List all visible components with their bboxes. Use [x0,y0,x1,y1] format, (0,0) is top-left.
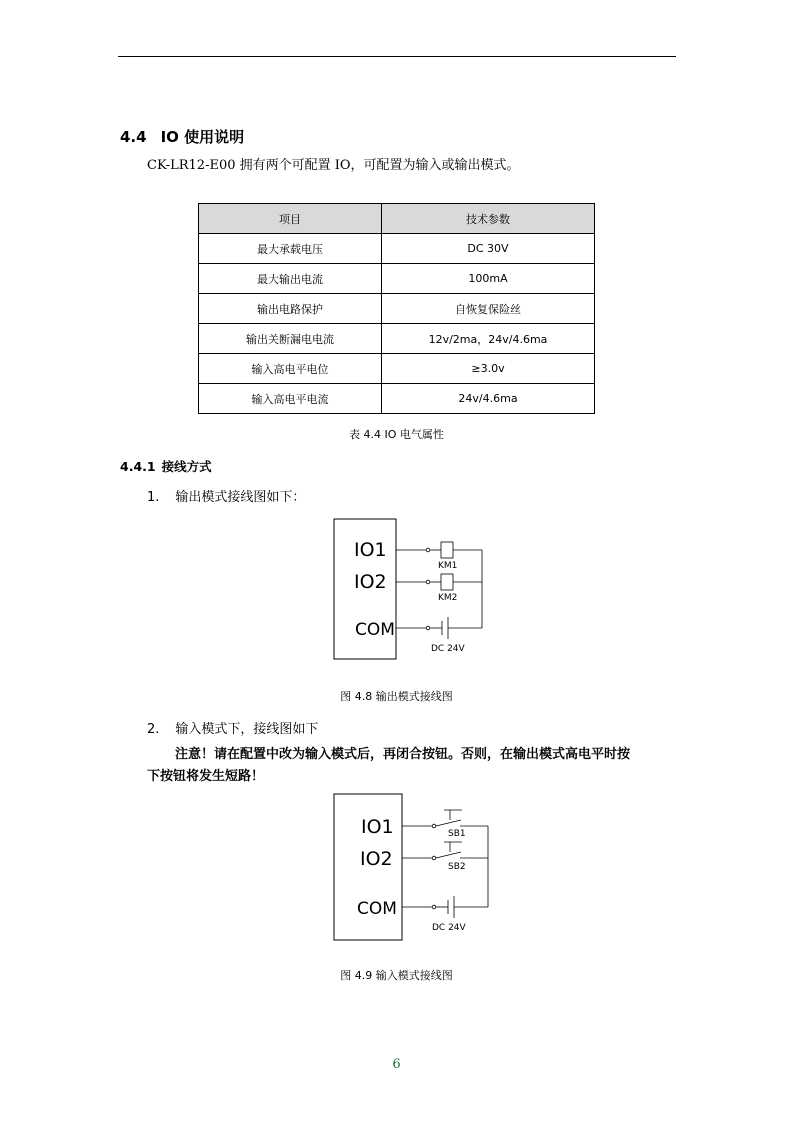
table-row [199,294,595,324]
table-cell-item: 输入高电平电位 [199,354,382,384]
list-item [147,718,318,737]
table-cell-value: 100mA [382,264,595,294]
intro-paragraph: CK-LR12-E00 拥有两个可配置 IO，可配置为输入或输出模式。 [147,158,520,173]
table-cell-value: DC 30V [382,234,595,264]
warning-line-1: 注意！请在配置中改为输入模式后，再闭合按钮。否则，在输出模式高电平时按 [175,747,631,762]
input-wiring-diagram [330,790,500,945]
figure-4-8-caption: 图 4.8 输出模式接线图 [340,690,453,703]
table-row [199,264,595,294]
section-title: IO 使用说明 [160,128,245,146]
sb2-label: SB2 [448,862,466,872]
io1-label: IO1 [354,539,387,561]
io-parameter-table [198,203,595,414]
sb1-label: SB1 [448,829,466,839]
com-label: COM [357,899,397,919]
table-row [199,384,595,414]
table-cell-item: 输出关断漏电电流 [199,324,382,354]
output-wires [396,542,482,639]
km1-label: KM1 [438,561,458,571]
table-cell-value: 24v/4.6ma [382,384,595,414]
section-heading [120,126,244,147]
table-cell-value: 12v/2ma，24v/4.6ma [382,324,595,354]
warning-line-2: 下按钮将发生短路！ [147,769,265,784]
header-rule [118,56,676,57]
subsection-number: 4.4.1 [120,459,156,474]
dc-supply-label: DC 24V [432,923,466,933]
table-row [199,354,595,384]
list-item [147,486,305,505]
table-cell-item: 最大承载电压 [199,234,382,264]
subsection-heading [120,457,212,475]
output-wiring-diagram [330,515,500,665]
table-row [199,234,595,264]
list-item-number: 1. [147,490,160,505]
table-header-item: 项目 [199,204,382,234]
km2-label: KM2 [438,593,458,603]
table-cell-item: 最大输出电流 [199,264,382,294]
io1-label: IO1 [361,816,394,838]
io2-label: IO2 [360,848,393,870]
com-label: COM [355,620,395,640]
table-cell-value: ≥3.0v [382,354,595,384]
list-item-text: 输入模式下，接线图如下 [175,722,319,737]
table-cell-item: 输入高电平电流 [199,384,382,414]
io2-label: IO2 [354,571,387,593]
list-item-text: 输出模式接线图如下： [175,490,306,505]
list-item-number: 2. [147,722,160,737]
dc-supply-label: DC 24V [431,644,465,654]
subsection-title: 接线方式 [161,459,212,474]
table-header-row [199,204,595,234]
table-header-spec: 技术参数 [382,204,595,234]
input-wires [402,810,488,918]
table-caption: 表 4.4 IO 电气属性 [349,428,444,441]
table-cell-item: 输出电路保护 [199,294,382,324]
table-row [199,324,595,354]
page-number: 6 [392,1057,401,1072]
figure-4-9-caption: 图 4.9 输入模式接线图 [340,969,453,982]
table-cell-value: 自恢复保险丝 [382,294,595,324]
section-number: 4.4 [120,128,147,146]
